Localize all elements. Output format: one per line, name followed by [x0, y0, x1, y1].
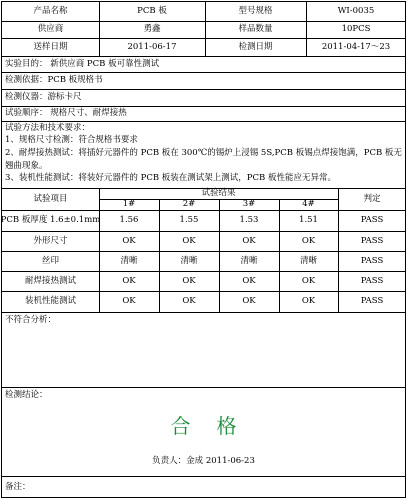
table-cell: 1.51 [299, 215, 318, 226]
sample-header: 2# [182, 199, 196, 210]
table-cell: 清晰 [240, 255, 258, 266]
table-row-item: 装机性能测试 [24, 296, 76, 307]
table-cell: OK [182, 296, 196, 307]
table-cell: OK [242, 275, 256, 286]
test-date-value: 2011-04-17～23 [321, 41, 391, 52]
table-cell: 清晰 [299, 255, 317, 266]
supplier-value: 勇鑫 [143, 24, 161, 35]
responsible-signature: 负责人：金成 2011-06-23 [152, 455, 255, 466]
table-header-results: 试验结果 [201, 188, 236, 199]
method-item: 3、装机性能测试：将装好元器件的 PCB 板装在测试架上测试，PCB 板性能应无异常。 [5, 173, 336, 183]
table-cell: OK [242, 296, 256, 307]
remarks-label: 备注： [5, 482, 31, 492]
model-label: 型号规格 [238, 6, 273, 17]
sample-qty-label: 样品数量 [238, 24, 273, 35]
table-cell: 1.56 [119, 215, 139, 226]
table-cell: OK [122, 235, 136, 246]
table-cell: 1.53 [239, 215, 259, 226]
table-cell: OK [242, 235, 256, 246]
nonconformity-label: 不符合分析： [5, 315, 57, 325]
table-cell: OK [182, 235, 196, 246]
test-date-label: 检测日期 [238, 41, 273, 52]
table-cell: OK [122, 296, 136, 307]
table-header-judge: 判定 [363, 193, 381, 204]
purpose-text: 实验目的： 新供应商 PCB 板可靠性测试 [5, 58, 160, 69]
instrument-text: 检测仪器：游标卡尺 [5, 92, 82, 103]
sequence-text: 试验顺序： 规格尺寸、耐焊接热 [5, 108, 127, 119]
table-row-item: 耐焊接热测试 [24, 275, 76, 286]
sample-header: 1# [122, 199, 136, 210]
table-row-item: PCB 板厚度 1.6±0.1mm [0, 215, 101, 226]
table-cell: OK [301, 235, 316, 246]
conclusion-label: 检测结论： [5, 390, 48, 400]
sample-header: 3# [242, 199, 256, 210]
product-name-label: 产品名称 [33, 6, 68, 17]
judge-cell: PASS [360, 235, 384, 246]
table-cell: OK [301, 296, 316, 307]
table-row-item: 丝印 [41, 255, 59, 266]
product-name-value: PCB 板 [137, 6, 167, 17]
judge-cell: PASS [360, 215, 384, 226]
model-value: WI-0035 [337, 6, 375, 17]
table-row-item: 外形尺寸 [33, 235, 68, 246]
send-date-label: 送样日期 [33, 41, 68, 52]
table-cell: OK [301, 275, 316, 286]
sample-qty-value: 10PCS [341, 24, 371, 35]
method-title: 试验方法和技术要求： [5, 123, 91, 133]
divider [2, 121, 405, 122]
table-cell: 1.55 [179, 215, 199, 226]
judge-cell: PASS [360, 255, 384, 266]
judge-cell: PASS [360, 275, 384, 286]
divider [2, 476, 405, 477]
inspection-report-sheet [1, 1, 406, 498]
send-date-value: 2011-06-17 [127, 41, 177, 52]
table-cell: OK [182, 275, 196, 286]
sample-header: 4# [302, 199, 315, 210]
table-cell: 清晰 [180, 255, 198, 266]
judge-cell: PASS [360, 296, 384, 307]
basis-text: 检测依据：PCB 板规格书 [5, 75, 103, 86]
table-header-item: 试验项目 [33, 193, 68, 204]
table-cell: 清晰 [120, 255, 138, 266]
method-item: 2、耐焊接热测试：将插好元器件的 PCB 板在 300℃的锡炉上浸锡 5S,PCB 板锡点焊接饱满，PCB 板无翘曲现象。 [5, 148, 402, 171]
table-cell: OK [122, 275, 136, 286]
supplier-label: 供应商 [37, 24, 64, 35]
divider [2, 312, 405, 313]
method-item: 1、规格尺寸检测：符合规格书要求 [5, 135, 138, 145]
conclusion-result: 合格 [170, 414, 263, 438]
divider [2, 387, 405, 388]
